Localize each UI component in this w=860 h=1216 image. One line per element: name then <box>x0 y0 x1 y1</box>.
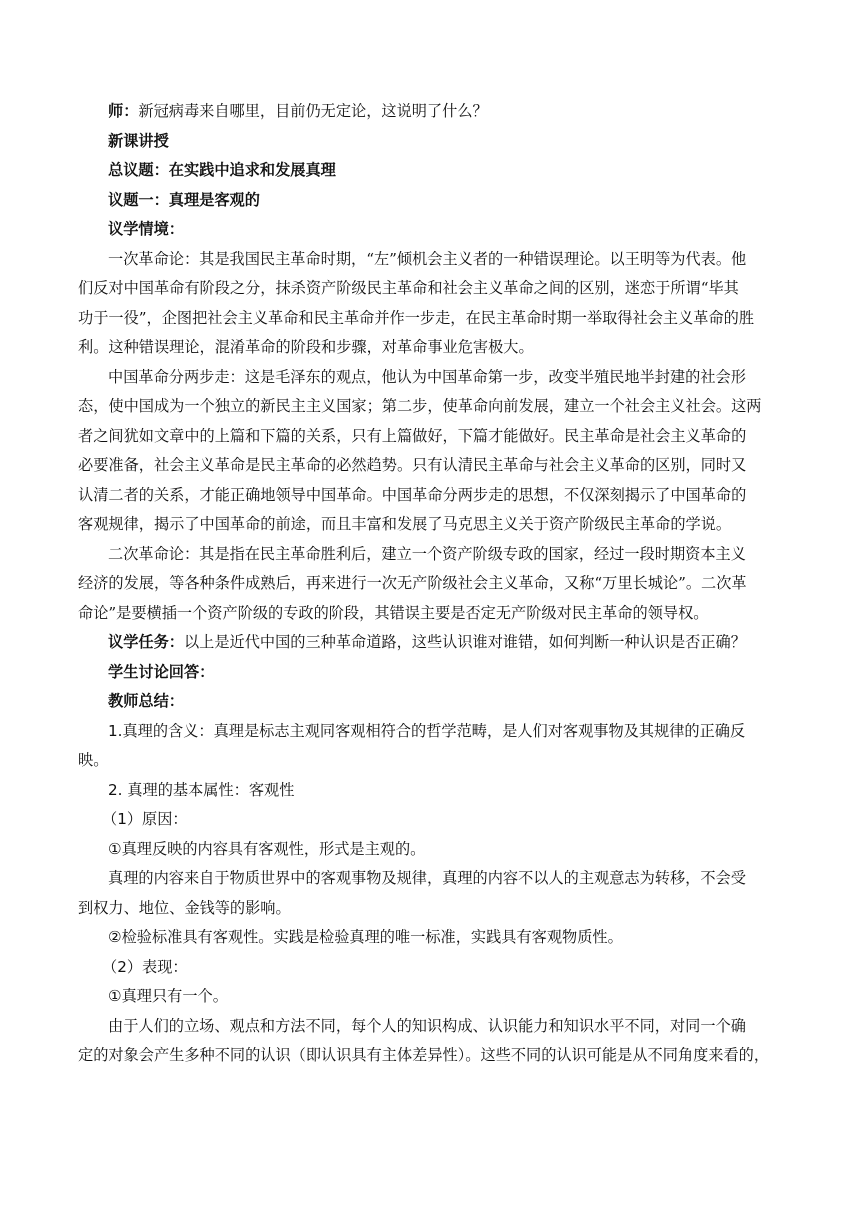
learning-task-text: 以上是近代中国的三种革命道路，这些认识谁对谁错，如何判断一种认识是否正确？ <box>183 633 746 651</box>
paragraph-line: 定的对象会产生多种不同的认识（即认识具有主体差异性）。这些不同的认识可能是从不同角度来看的， <box>78 1046 770 1064</box>
paragraph-second-revolution <box>78 540 796 629</box>
document-body <box>78 97 796 1071</box>
truth-content-explanation <box>78 864 796 923</box>
definition-of-truth <box>78 717 796 776</box>
teacher-question-text: 新冠病毒来自哪里，目前仍无定论，这说明了什么？ <box>138 102 488 120</box>
paragraph-line: 功于一役”，企图把社会主义革命和民主革命并作一步走，在民主革命时期一举取得社会主义革命的胜 <box>78 308 755 327</box>
section-heading-scenario: 议学情境： <box>108 220 184 238</box>
paragraph-line: 利。这种错误理论，混淆革命的阶段和步骤，对革命事业危害极大。 <box>78 338 534 356</box>
paragraph-line: 二次革命论：其是指在民主革命胜利后，建立一个资产阶级专政的国家，经过一段时期资本主义 <box>108 544 746 563</box>
paragraph-line: 到权力、地位、金钱等的影响。 <box>78 898 291 917</box>
paragraph-line: 由于人们的立场、观点和方法不同，每个人的知识构成、认识能力和知识水平不同，对同一个确 <box>108 1016 746 1035</box>
teacher-summary-heading: 教师总结： <box>108 692 184 710</box>
basic-attribute-line: 2. 真理的基本属性：客观性 <box>108 780 295 799</box>
learning-task-line <box>108 628 796 658</box>
section-heading-topic-one: 议题一：真理是客观的 <box>108 190 260 209</box>
paragraph-line: 们反对中国革命有阶段之分，抹杀资产阶级民主革命和社会主义革命之间的区别，迷恋于所谓“毕其 <box>78 279 739 297</box>
paragraph-line: 映。 <box>78 751 109 769</box>
subject-difference-paragraph <box>78 1012 796 1071</box>
paragraph-line: 必要准备，社会主义革命是民主革命的必然趋势。只有认清民主革命与社会主义革命的区别，同时又 <box>78 456 747 474</box>
learning-task-label: 议学任务： <box>108 633 184 651</box>
paragraph-line: 一次革命论：其是我国民主革命时期，“左”倾机会主义者的一种错误理论。以王明等为代表。他 <box>108 249 747 268</box>
paragraph-line: 者之间犹如文章中的上篇和下篇的关系，只有上篇做好，下篇才能做好。民主革命是社会主义革命的 <box>78 426 747 445</box>
reason-item-one: ①真理反映的内容具有客观性，形式是主观的。 <box>108 839 426 858</box>
paragraph-line: 客观规律，揭示了中国革命的前途，而且丰富和发展了马克思主义关于资产阶级民主革命的学说。 <box>78 515 732 533</box>
reason-heading: （1）原因： <box>102 810 188 828</box>
section-heading-new-lesson: 新课讲授 <box>108 131 169 150</box>
paragraph-line: 1.真理的含义：真理是标志主观同客观相符合的哲学范畴，是人们对客观事物及其规律的正确反 <box>108 721 746 740</box>
section-heading-main-topic: 总议题：在实践中追求和发展真理 <box>108 161 336 179</box>
manifestation-item-one: ①真理只有一个。 <box>108 987 228 1005</box>
student-discussion-heading: 学生讨论回答： <box>108 662 215 681</box>
paragraph-line: 认清二者的关系，才能正确地领导中国革命。中国革命分两步走的思想，不仅深刻揭示了中国革命的 <box>78 485 747 504</box>
teacher-question-line <box>108 97 796 127</box>
paragraph-one-revolution <box>78 245 796 363</box>
paragraph-two-step-revolution <box>78 363 796 540</box>
teacher-label: 师： <box>108 102 139 120</box>
manifestation-heading: （2）表现： <box>102 957 188 976</box>
paragraph-line: 真理的内容来自于物质世界中的客观事物及规律，真理的内容不以人的主观意志为转移，不会受 <box>108 869 746 887</box>
paragraph-line: 命论”是要横插一个资产阶级的专政的阶段，其错误主要是否定无产阶级对民主革命的领导权。 <box>78 603 709 622</box>
reason-item-two: ②检验标准具有客观性。实践是检验真理的唯一标准，实践具有客观物质性。 <box>108 928 623 946</box>
paragraph-line: 中国革命分两步走：这是毛泽东的观点，他认为中国革命第一步，改变半殖民地半封建的社会形 <box>108 367 746 386</box>
paragraph-line: 经济的发展，等各种条件成熟后，再来进行一次无产阶级社会主义革命，又称“万里长城论”。二次革 <box>78 574 747 592</box>
paragraph-line: 态，使中国成为一个独立的新民主主义国家；第二步，使革命向前发展，建立一个社会主义社会。这两 <box>78 397 762 415</box>
